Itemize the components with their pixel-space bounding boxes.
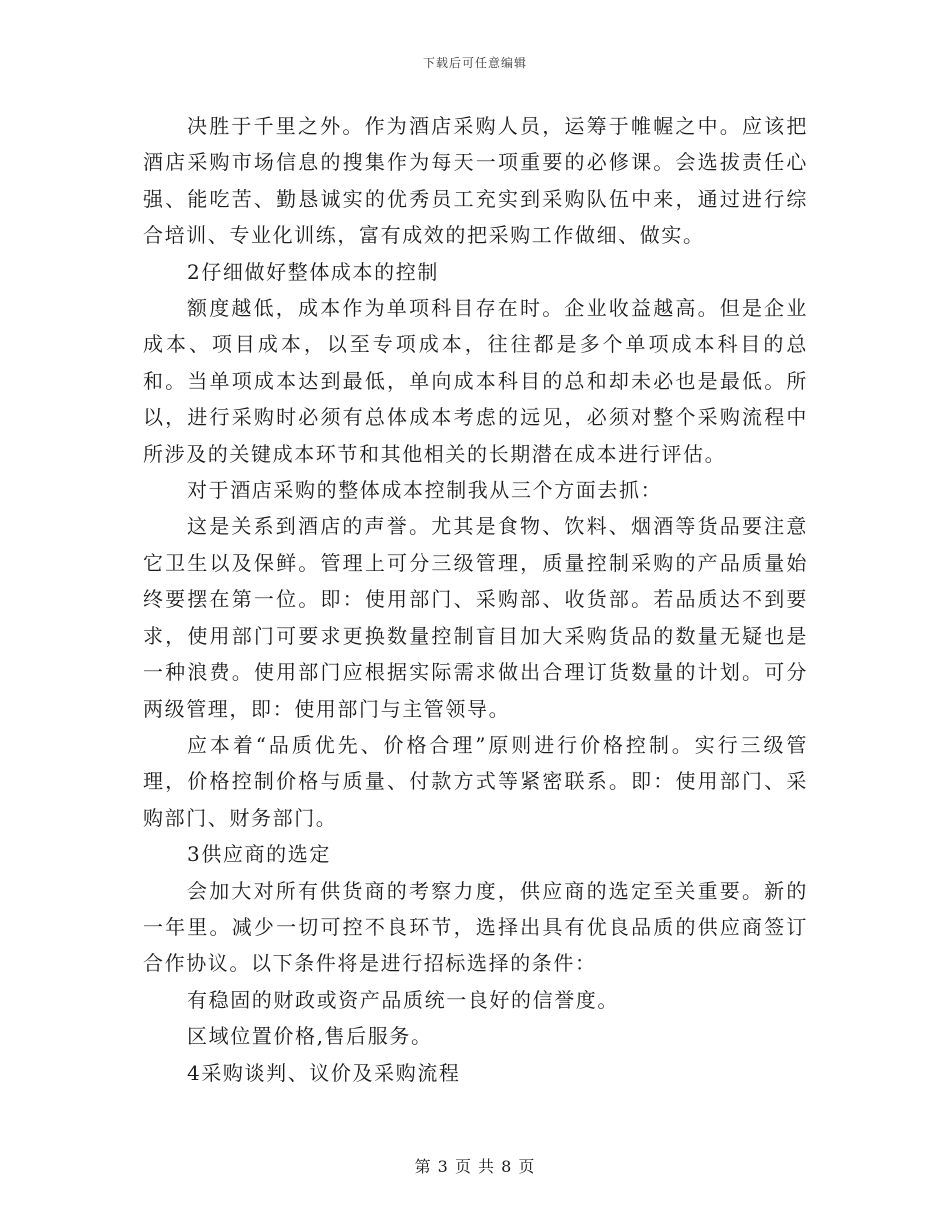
section-heading-2: 2仔细做好整体成本的控制 <box>187 259 439 284</box>
paragraph-6: 应本着“品质优先、价格合理”原则进行价格控制。实行三级管理，价格控制价格与质量、付款方式等紧密联系。即：使用部门、采购部门、财务部门。 <box>143 732 808 830</box>
paragraph-1: 决胜于千里之外。作为酒店采购人员，运筹于帷幄之中。应该把酒店采购市场信息的搜集作为每天一项重要的必修课。会选拔责任心强、能吃苦、勤恳诚实的优秀员工充实到采购队伍中来，通过进行综合培训、专业化训练，富有成效的把采购工作做细、做实。 <box>143 114 808 248</box>
document-body <box>143 108 808 1091</box>
page-header: 下载后可任意编辑 <box>422 56 527 70</box>
section-heading-4: 4采购谈判、议价及采购流程 <box>187 1060 461 1085</box>
paragraph-9: 有稳固的财政或资产品质统一良好的信誉度。 <box>187 987 619 1012</box>
paragraph-5: 这是关系到酒店的声誉。尤其是食物、饮料、烟酒等货品要注意它卫生以及保鲜。管理上可分三级管理，质量控制采购的产品质量始终要摆在第一位。即：使用部门、采购部、收货部。若品质达不到要求，使用部门可要求更换数量控制盲目加大采购货品的数量无疑也是一种浪费。使用部门应根据实际需求做出合理订货数量的计划。可分两级管理，即：使用部门与主管领导。 <box>143 514 808 721</box>
paragraph-4: 对于酒店采购的整体成本控制我从三个方面去抓： <box>187 478 663 503</box>
section-heading-3: 3供应商的选定 <box>187 842 331 867</box>
paragraph-8: 会加大对所有供货商的考察力度，供应商的选定至关重要。新的一年里。减少一切可控不良环节，选择出具有优良品质的供应商签订合作协议。以下条件将是进行招标选择的条件： <box>143 878 808 976</box>
paragraph-3: 额度越低，成本作为单项科目存在时。企业收益越高。但是企业成本、项目成本，以至专项成本，往往都是多个单项成本科目的总和。当单项成本达到最低，单向成本科目的总和却未必也是最低。所以，进行采购时必须有总体成本考虑的远见，必须对整个采购流程中所涉及的关键成本环节和其他相关的长期潜在成本进行评估。 <box>143 296 808 466</box>
paragraph-10: 区域位置价格,售后服务。 <box>187 1024 433 1049</box>
page-footer: 第 3 页 共 8 页 <box>414 1157 536 1176</box>
